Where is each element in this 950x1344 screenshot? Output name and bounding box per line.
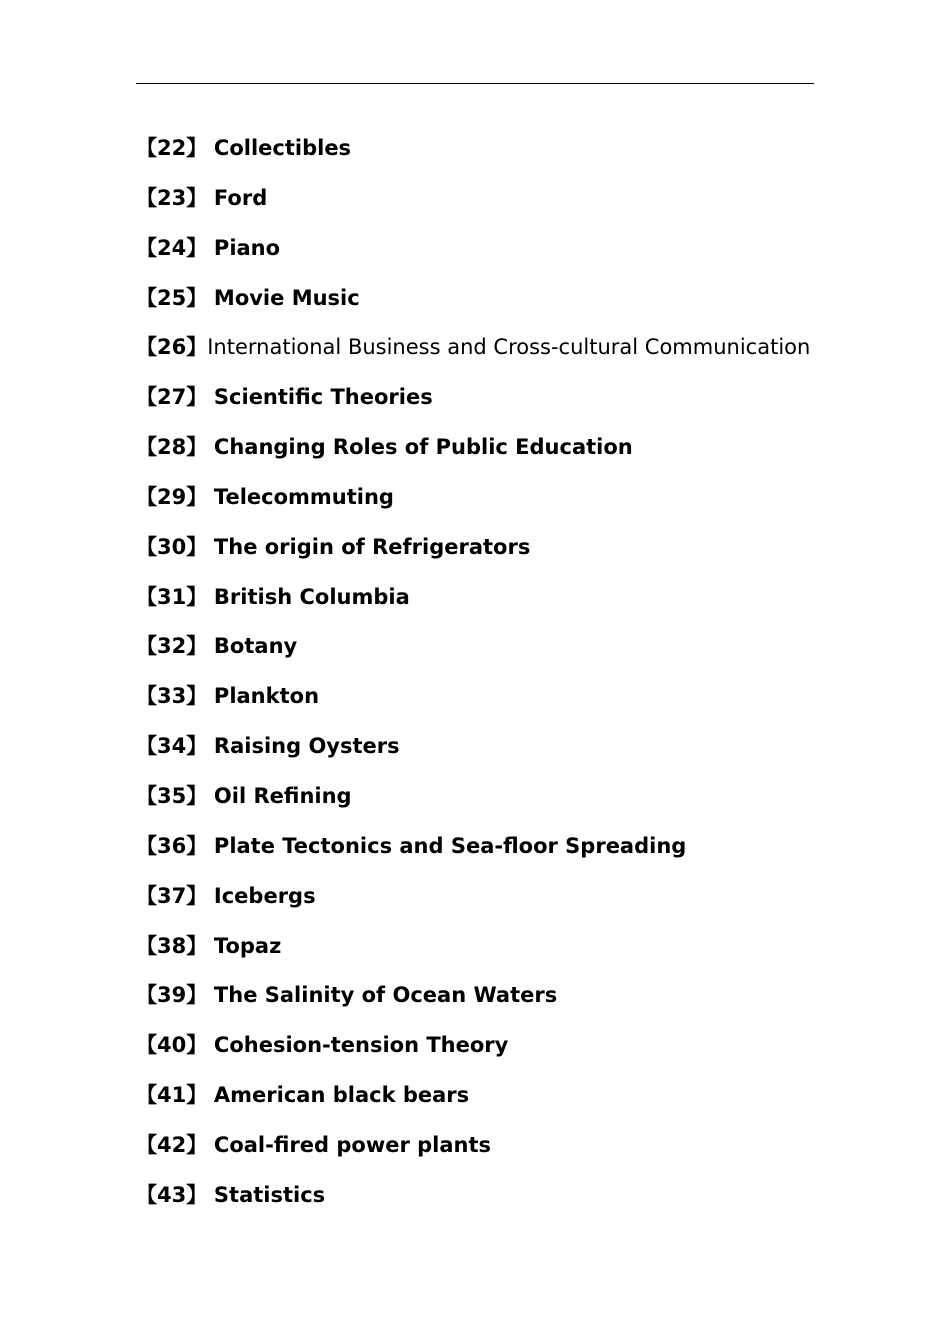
item-title: International Business and Cross-cultural Communication — [207, 335, 811, 360]
list-item — [136, 1177, 826, 1227]
list-item — [136, 1127, 826, 1177]
item-number: 【30】 — [136, 534, 208, 559]
item-number: 【22】 — [136, 136, 208, 160]
item-number: 【32】 — [136, 634, 208, 659]
item-number: 【23】 — [136, 185, 208, 210]
item-number: 【43】 — [136, 1182, 208, 1207]
item-title: Movie Music — [213, 285, 360, 310]
list-item — [136, 1027, 826, 1077]
item-title: Ford — [213, 185, 268, 210]
item-number: 【28】 — [136, 435, 208, 460]
item-title: Scientific Theories — [213, 385, 433, 410]
list-item — [136, 628, 826, 678]
item-number: 【31】 — [136, 584, 208, 609]
item-number: 【25】 — [136, 285, 208, 310]
list-item — [136, 728, 826, 778]
list-item — [136, 130, 826, 180]
item-title: Collectibles — [213, 136, 352, 160]
item-number: 【34】 — [136, 734, 208, 759]
item-number: 【26】 — [136, 335, 208, 360]
item-title: Plankton — [213, 684, 320, 709]
item-title: Statistics — [213, 1182, 326, 1207]
list-item — [136, 828, 826, 878]
list-item — [136, 778, 826, 828]
list-item — [136, 280, 826, 330]
item-title: Oil Refining — [213, 783, 352, 808]
item-number: 【38】 — [136, 933, 208, 958]
item-title: The origin of Refrigerators — [213, 534, 531, 559]
item-number: 【39】 — [136, 983, 208, 1008]
list-item — [136, 379, 826, 429]
list-item — [136, 1077, 826, 1127]
item-title: British Columbia — [213, 584, 410, 609]
item-title: American black bears — [213, 1083, 470, 1108]
item-title: Piano — [213, 235, 281, 260]
item-title: The Salinity of Ocean Waters — [213, 983, 558, 1008]
list-item — [136, 329, 826, 379]
topic-list — [136, 130, 826, 1227]
item-title: Botany — [213, 634, 298, 659]
list-item — [136, 479, 826, 529]
list-item — [136, 878, 826, 928]
item-number: 【40】 — [136, 1033, 208, 1058]
list-item — [136, 180, 826, 230]
item-number: 【36】 — [136, 833, 208, 858]
item-title: Topaz — [213, 933, 282, 958]
item-number: 【37】 — [136, 883, 208, 908]
item-number: 【35】 — [136, 783, 208, 808]
item-title: Coal-fired power plants — [213, 1132, 492, 1157]
item-title: Cohesion-tension Theory — [213, 1033, 509, 1058]
list-item — [136, 230, 826, 280]
list-item — [136, 579, 826, 629]
item-title: Raising Oysters — [213, 734, 400, 759]
list-item — [136, 529, 826, 579]
item-title: Changing Roles of Public Education — [213, 435, 633, 460]
list-item — [136, 678, 826, 728]
item-title: Icebergs — [213, 883, 316, 908]
item-number: 【24】 — [136, 235, 208, 260]
item-number: 【33】 — [136, 684, 208, 709]
list-item — [136, 928, 826, 978]
item-number: 【42】 — [136, 1132, 208, 1157]
item-title: Telecommuting — [213, 484, 394, 509]
header-rule — [136, 83, 814, 84]
item-title: Plate Tectonics and Sea-floor Spreading — [213, 833, 687, 858]
list-item — [136, 429, 826, 479]
list-item — [136, 977, 826, 1027]
item-number: 【27】 — [136, 385, 208, 410]
item-number: 【29】 — [136, 484, 208, 509]
item-number: 【41】 — [136, 1083, 208, 1108]
